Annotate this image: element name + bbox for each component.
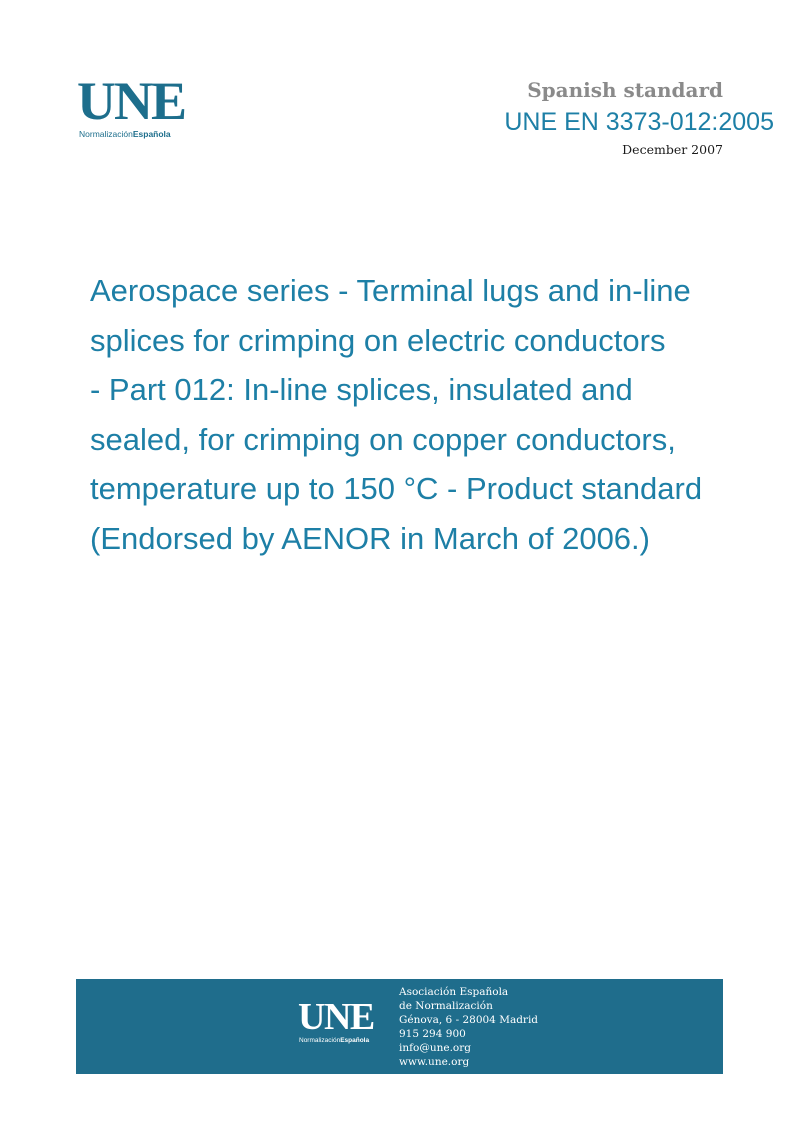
- footer-logo-tagline: [299, 1037, 369, 1044]
- address: Génova, 6 - 28004 Madrid: [399, 1014, 539, 1026]
- phone: 915 294 900: [399, 1028, 466, 1040]
- footer-logo-wordmark: UNE: [298, 996, 374, 1038]
- logo-tagline-regular: Normalización: [79, 129, 133, 139]
- email: info@une.org: [399, 1042, 471, 1054]
- footer-contact-info: [399, 985, 538, 1069]
- document-title: [90, 266, 750, 564]
- footer-logo-tagline-bold: Española: [340, 1037, 370, 1044]
- logo-tagline-bold: Española: [132, 129, 171, 139]
- une-logo: [77, 71, 197, 144]
- title-line: sealed, for crimping on copper conductors,: [90, 421, 676, 457]
- organization-name-line1: Asociación Española: [399, 986, 509, 998]
- organization-name-line2: de Normalización: [399, 1000, 493, 1012]
- title-line: - Part 012: In-line splices, insulated and: [90, 372, 633, 408]
- title-line: temperature up to 150 °C - Product standard: [90, 471, 703, 507]
- document-type: Spanish standard: [527, 78, 723, 102]
- standard-code: UNE EN 3373-012:2005: [504, 108, 774, 136]
- footer-banner: [76, 979, 723, 1074]
- logo-tagline: [79, 129, 171, 139]
- footer-logo-tagline-regular: Normalización: [299, 1037, 341, 1044]
- title-line: (Endorsed by AENOR in March of 2006.): [90, 520, 650, 556]
- logo-wordmark: UNE: [77, 71, 186, 131]
- publication-date: December 2007: [622, 142, 723, 157]
- title-line: splices for crimping on electric conductors: [90, 322, 666, 358]
- footer-une-logo: [298, 998, 388, 1058]
- website: www.une.org: [399, 1056, 470, 1068]
- title-line: Aerospace series - Terminal lugs and in-line: [90, 273, 691, 308]
